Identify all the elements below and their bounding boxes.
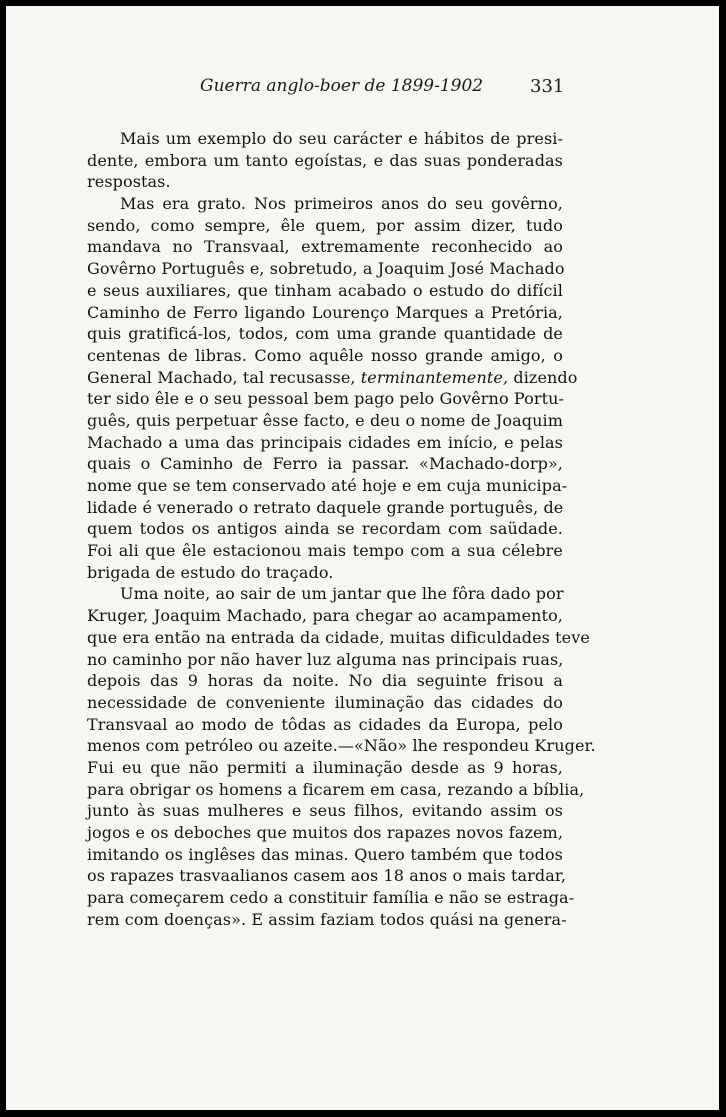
text-line: quais o Caminho de Ferro ia passar. «Machado-dorp»,	[87, 454, 563, 474]
body-text	[87, 128, 596, 930]
text-line: quis gratificá-los, todos, com uma grande quantidade de	[87, 324, 563, 344]
text-line: Fui eu que não permiti a iluminação desde as 9 horas,	[87, 757, 563, 777]
book-page	[6, 6, 719, 1110]
text-line: lidade é venerado o retrato daquele grande português, de	[87, 497, 564, 517]
text-line: Machado a uma das principais cidades em início, e pelas	[87, 432, 563, 452]
text-line: depois das 9 horas da noite. No dia seguinte frisou a	[87, 671, 563, 691]
text-line: Govêrno Português e, sobretudo, a Joaquim José Machado	[87, 259, 565, 279]
running-title: Guerra anglo-boer de 1899-1902	[200, 76, 484, 96]
text-line: Uma noite, ao sair de um jantar que lhe fôra dado por	[120, 584, 564, 604]
text-line: e seus auxiliares, que tinham acabado o estudo do difícil	[87, 280, 563, 300]
text-line: mandava no Transvaal, extremamente reconhecido ao	[87, 237, 563, 257]
text-line: guês, quis perpetuar êsse facto, e deu o nome de Joaquim	[87, 410, 563, 430]
text-line: sendo, como sempre, êle quem, por assim dizer, tudo	[87, 215, 563, 235]
text-segment: General Machado, tal recusasse,	[87, 367, 356, 387]
text-line: respostas.	[87, 172, 171, 192]
text-line: Transvaal ao modo de tôdas as cidades da Europa, pelo	[87, 714, 563, 734]
text-line: menos com petróleo ou azeite.—«Não» lhe respondeu Kruger.	[87, 736, 596, 756]
text-line: quem todos os antigos ainda se recordam com saüdade.	[87, 519, 563, 539]
text-line: que era então na entrada da cidade, muitas dificuldades teve	[87, 627, 590, 647]
text-line: no caminho por não haver luz alguma nas principais ruas,	[87, 649, 564, 669]
text-line: jogos e os deboches que muitos dos rapazes novos fazem,	[87, 823, 563, 842]
text-line: necessidade de conveniente iluminação das cidades do	[87, 692, 563, 712]
text-line: nome que se tem conservado até hoje e em cuja municipa-	[87, 476, 568, 495]
page-header	[6, 76, 719, 106]
text-line: para obrigar os homens a ficarem em casa, rezando a bíblia,	[87, 779, 585, 799]
text-line: Mais um exemplo do seu carácter e hábitos de presi-	[120, 129, 563, 148]
text-line: Caminho de Ferro ligando Lourenço Marques a Pretória,	[87, 302, 563, 322]
text-line: Kruger, Joaquim Machado, para chegar ao acampamento,	[87, 606, 563, 626]
text-line: para começarem cedo a constituir família e não se estraga-	[87, 888, 575, 908]
emphasized-word: terminantemente,	[360, 367, 509, 387]
text-line: brigada de estudo do traçado.	[87, 562, 334, 582]
page-number: 331	[530, 76, 565, 97]
text-line: dente, embora um tanto egoístas, e das suas ponderadas	[87, 150, 563, 170]
text-line-mixed	[87, 367, 578, 389]
text-segment: dizendo	[513, 367, 578, 387]
text-line: imitando os inglêses das minas. Quero também que todos	[87, 844, 563, 864]
text-line: junto às suas mulheres e seus filhos, evitando assim os	[87, 801, 563, 821]
text-line: centenas de libras. Como aquêle nosso grande amigo, o	[87, 345, 563, 365]
text-line: ter sido êle e o seu pessoal bem pago pelo Govêrno Portu-	[87, 389, 565, 409]
text-line: Foi ali que êle estacionou mais tempo com a sua célebre	[87, 541, 563, 561]
text-line: Mas era grato. Nos primeiros anos do seu govêrno,	[120, 194, 563, 214]
text-line: rem com doenças». E assim faziam todos quási na genera-	[87, 909, 567, 929]
text-line: os rapazes trasvaalianos casem aos 18 anos o mais tardar,	[87, 866, 567, 886]
